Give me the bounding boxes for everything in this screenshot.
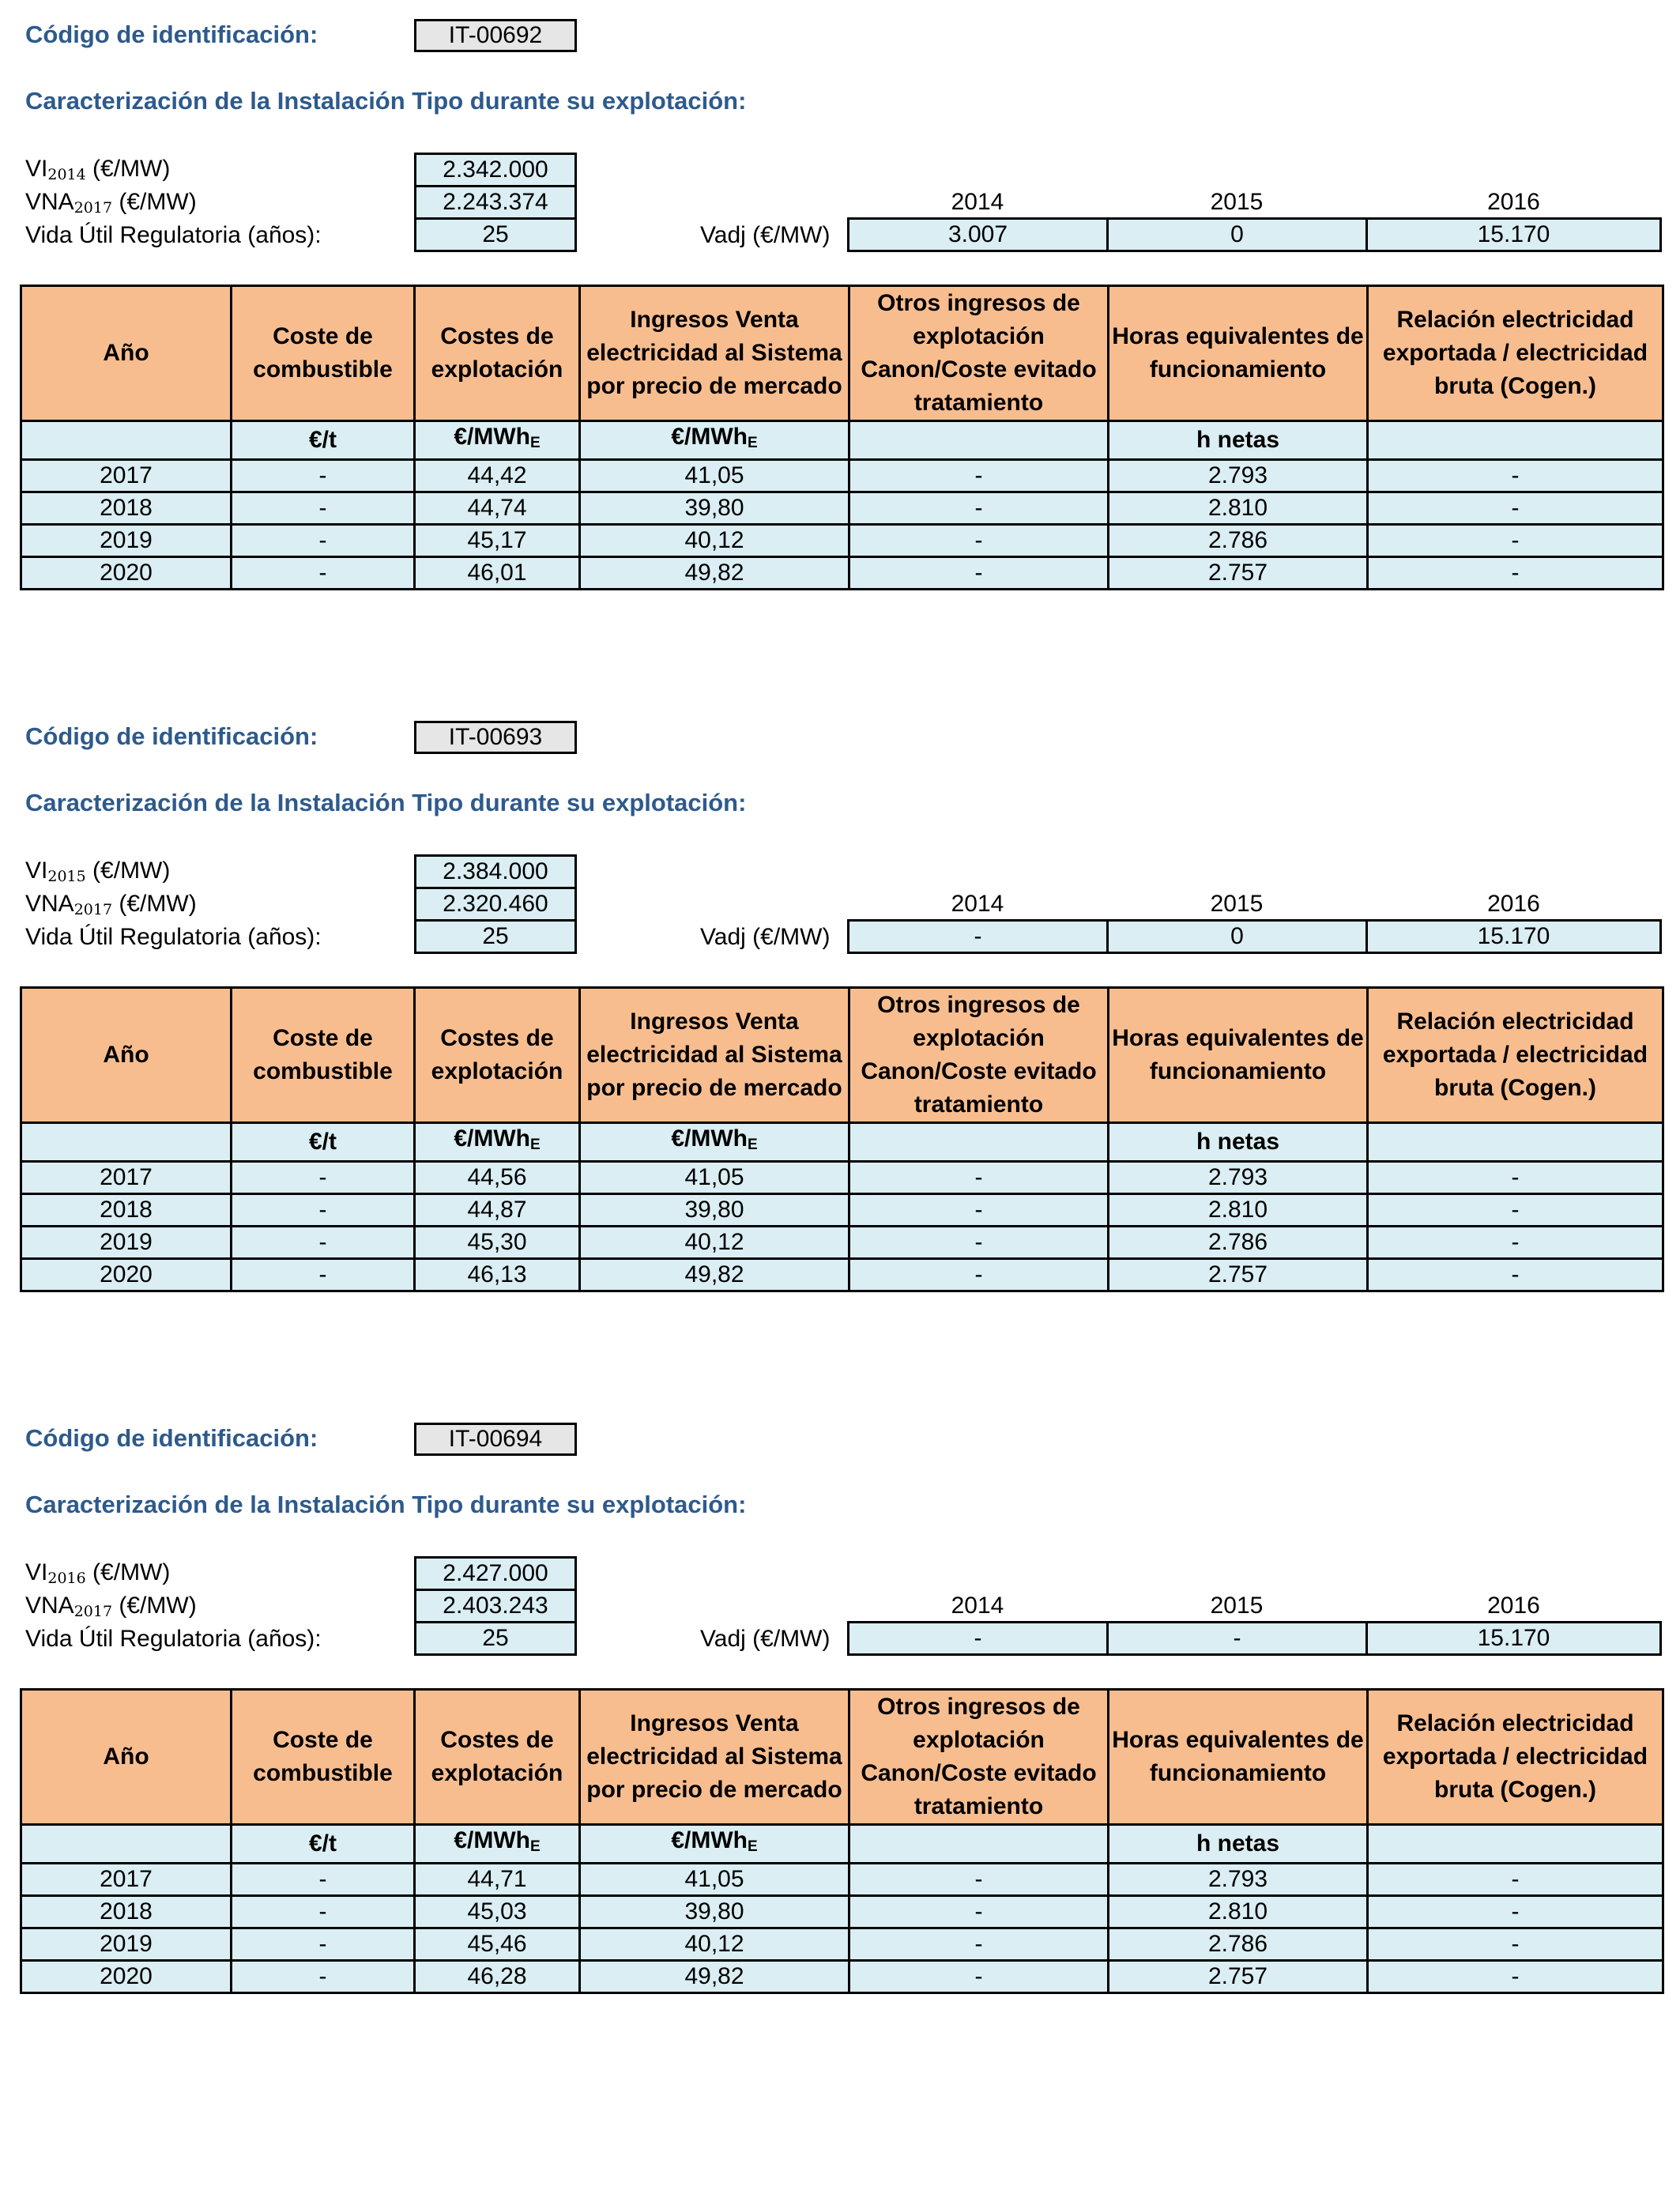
header-coste-combustible: Coste de combustible: [232, 988, 415, 1123]
code-value: IT-00692: [414, 19, 577, 52]
year-2016-label: 2016: [1487, 1593, 1540, 1619]
installation-block: [0, 1404, 1680, 2107]
cell-ingresos: 39,80: [580, 1896, 849, 1928]
section-title: Caracterización de la Instalación Tipo durante su explotación:: [25, 789, 747, 816]
table-row: [21, 1227, 1663, 1259]
vna-value: 2.403.243: [414, 1589, 577, 1623]
cell-otros: -: [849, 557, 1109, 590]
cell-ano: 2019: [21, 1227, 232, 1259]
table-row: [21, 1928, 1663, 1961]
year-2015-label: 2015: [1210, 1593, 1264, 1619]
cell-otros: -: [849, 1896, 1109, 1928]
unit-ano: [21, 421, 232, 460]
cell-otros: -: [849, 460, 1109, 492]
cell-combustible: -: [232, 525, 415, 557]
cell-ano: 2020: [21, 1961, 232, 1993]
cell-ano: 2018: [21, 1194, 232, 1227]
cell-ano: 2017: [21, 1162, 232, 1194]
cell-ano: 2018: [21, 1896, 232, 1928]
codigo-label: Código de identificación:: [25, 722, 318, 750]
vna-label: $VNA_{2017}$ (€/MW): [25, 1593, 197, 1620]
vida-util-label: Vida Útil Regulatoria (años):: [25, 222, 322, 248]
cell-combustible: -: [232, 1162, 415, 1194]
unit-ano: [21, 1825, 232, 1864]
cell-otros: -: [849, 492, 1109, 525]
cell-relacion: -: [1368, 492, 1663, 525]
cell-ingresos: 49,82: [580, 557, 849, 590]
cell-ingresos: 40,12: [580, 1227, 849, 1259]
cell-otros: -: [849, 1961, 1109, 1993]
vadj-label: Vadj (€/MW): [700, 1626, 831, 1652]
cell-ano: 2017: [21, 1864, 232, 1896]
cell-relacion: -: [1368, 1864, 1663, 1896]
unit-explotacion: €/MWh$_E$: [415, 1825, 580, 1864]
header-costes-explotacion: Costes de explotación: [415, 286, 580, 421]
cell-horas: 2.757: [1109, 1259, 1368, 1291]
cell-otros: -: [849, 1194, 1109, 1227]
cell-explotacion: 45,30: [415, 1227, 580, 1259]
table-row: [21, 557, 1663, 590]
table-row: [21, 1194, 1663, 1227]
vida-util-value: 25: [414, 217, 577, 252]
cell-relacion: -: [1368, 1896, 1663, 1928]
cell-ingresos: 41,05: [580, 1162, 849, 1194]
vi-value: 2.384.000: [414, 854, 577, 889]
cell-ingresos: 40,12: [580, 525, 849, 557]
units-row: [21, 1825, 1663, 1864]
cell-ingresos: 41,05: [580, 1864, 849, 1896]
codigo-label: Código de identificación:: [25, 1424, 318, 1452]
table-row: [21, 1896, 1663, 1928]
cell-ingresos: 40,12: [580, 1928, 849, 1961]
cell-explotacion: 46,13: [415, 1259, 580, 1291]
unit-relacion: [1368, 421, 1663, 460]
cell-combustible: -: [232, 557, 415, 590]
vi-label: $VI_{2014}$ (€/MW): [25, 156, 171, 183]
vi-label: $VI_{2015}$ (€/MW): [25, 858, 171, 885]
unit-explotacion: €/MWh$_E$: [415, 1123, 580, 1162]
cell-combustible: -: [232, 492, 415, 525]
vida-util-label: Vida Útil Regulatoria (años):: [25, 924, 322, 950]
vna-label: $VNA_{2017}$ (€/MW): [25, 189, 197, 217]
vi-value: 2.342.000: [414, 153, 577, 187]
header-ano: Año: [21, 988, 232, 1123]
unit-horas: h netas: [1109, 1825, 1368, 1864]
table-row: [21, 1961, 1663, 1993]
vadj-2014-value: -: [847, 1621, 1109, 1656]
vida-util-value: 25: [414, 1621, 577, 1656]
cell-combustible: -: [232, 1896, 415, 1928]
table-row: [21, 460, 1663, 492]
cell-otros: -: [849, 1162, 1109, 1194]
vadj-2015-value: 0: [1106, 919, 1368, 954]
cell-ingresos: 41,05: [580, 460, 849, 492]
installation-block: [0, 0, 1680, 703]
cell-horas: 2.793: [1109, 1864, 1368, 1896]
unit-ingresos: €/MWh$_E$: [580, 1825, 849, 1864]
installation-block: [0, 702, 1680, 1405]
unit-horas: h netas: [1109, 1123, 1368, 1162]
unit-relacion: [1368, 1123, 1663, 1162]
cell-otros: -: [849, 1928, 1109, 1961]
cell-horas: 2.757: [1109, 557, 1368, 590]
cell-horas: 2.810: [1109, 1194, 1368, 1227]
cell-ingresos: 49,82: [580, 1961, 849, 1993]
vadj-label: Vadj (€/MW): [700, 924, 831, 950]
cell-otros: -: [849, 525, 1109, 557]
unit-explotacion: €/MWh$_E$: [415, 421, 580, 460]
cell-explotacion: 44,71: [415, 1864, 580, 1896]
cell-explotacion: 44,56: [415, 1162, 580, 1194]
codigo-label: Código de identificación:: [25, 21, 318, 48]
cell-ano: 2020: [21, 1259, 232, 1291]
table-header-row: [21, 286, 1663, 421]
cell-horas: 2.786: [1109, 1928, 1368, 1961]
vadj-2014-value: -: [847, 919, 1109, 954]
vadj-2016-value: 15.170: [1365, 217, 1662, 252]
cell-otros: -: [849, 1259, 1109, 1291]
cell-explotacion: 46,28: [415, 1961, 580, 1993]
cell-ingresos: 49,82: [580, 1259, 849, 1291]
vadj-2016-value: 15.170: [1365, 919, 1662, 954]
header-ano: Año: [21, 286, 232, 421]
cell-ano: 2019: [21, 1928, 232, 1961]
cell-relacion: -: [1368, 1194, 1663, 1227]
header-coste-combustible: Coste de combustible: [232, 1690, 415, 1825]
header-coste-combustible: Coste de combustible: [232, 286, 415, 421]
section-title: Caracterización de la Instalación Tipo durante su explotación:: [25, 1491, 747, 1518]
cell-ingresos: 39,80: [580, 1194, 849, 1227]
year-2015-label: 2015: [1210, 891, 1264, 917]
header-costes-explotacion: Costes de explotación: [415, 1690, 580, 1825]
header-horas-equivalentes: Horas equivalentes de funcionamiento: [1109, 1690, 1368, 1825]
year-2014-label: 2014: [951, 1593, 1004, 1619]
cell-ano: 2019: [21, 525, 232, 557]
cell-explotacion: 46,01: [415, 557, 580, 590]
cell-ano: 2018: [21, 492, 232, 525]
header-otros-ingresos: Otros ingresos de explotación Canon/Coste evitado tratamiento: [849, 286, 1109, 421]
cell-horas: 2.786: [1109, 1227, 1368, 1259]
year-2014-label: 2014: [951, 891, 1004, 917]
unit-relacion: [1368, 1825, 1663, 1864]
table-row: [21, 1864, 1663, 1896]
year-2016-label: 2016: [1487, 891, 1540, 917]
unit-ingresos: €/MWh$_E$: [580, 421, 849, 460]
units-row: [21, 421, 1663, 460]
cell-relacion: -: [1368, 1162, 1663, 1194]
cell-relacion: -: [1368, 1259, 1663, 1291]
cell-horas: 2.810: [1109, 1896, 1368, 1928]
vadj-2016-value: 15.170: [1365, 1621, 1662, 1656]
cell-combustible: -: [232, 1227, 415, 1259]
unit-ingresos: €/MWh$_E$: [580, 1123, 849, 1162]
unit-otros: [849, 1825, 1109, 1864]
unit-combustible: €/t: [232, 1825, 415, 1864]
vna-value: 2.320.460: [414, 887, 577, 922]
header-relacion-electricidad: Relación electricidad exportada / electricidad bruta (Cogen.): [1368, 1690, 1663, 1825]
vida-util-label: Vida Útil Regulatoria (años):: [25, 1626, 322, 1652]
table-row: [21, 1259, 1663, 1291]
cell-explotacion: 45,17: [415, 525, 580, 557]
unit-combustible: €/t: [232, 421, 415, 460]
cell-relacion: -: [1368, 525, 1663, 557]
cell-relacion: -: [1368, 1227, 1663, 1259]
code-value: IT-00694: [414, 1423, 577, 1456]
cell-combustible: -: [232, 1864, 415, 1896]
unit-horas: h netas: [1109, 421, 1368, 460]
table-header-row: [21, 988, 1663, 1123]
cell-ingresos: 39,80: [580, 492, 849, 525]
header-otros-ingresos: Otros ingresos de explotación Canon/Coste evitado tratamiento: [849, 988, 1109, 1123]
explotacion-table: [20, 285, 1664, 590]
cell-horas: 2.793: [1109, 460, 1368, 492]
cell-combustible: -: [232, 460, 415, 492]
cell-ano: 2017: [21, 460, 232, 492]
header-relacion-electricidad: Relación electricidad exportada / electricidad bruta (Cogen.): [1368, 988, 1663, 1123]
cell-explotacion: 45,03: [415, 1896, 580, 1928]
year-2015-label: 2015: [1210, 189, 1264, 215]
cell-otros: -: [849, 1227, 1109, 1259]
header-ano: Año: [21, 1690, 232, 1825]
vadj-label: Vadj (€/MW): [700, 222, 831, 248]
vida-util-value: 25: [414, 919, 577, 954]
vna-value: 2.243.374: [414, 185, 577, 220]
cell-relacion: -: [1368, 460, 1663, 492]
code-value: IT-00693: [414, 721, 577, 754]
cell-horas: 2.793: [1109, 1162, 1368, 1194]
units-row: [21, 1123, 1663, 1162]
cell-combustible: -: [232, 1961, 415, 1993]
cell-combustible: -: [232, 1259, 415, 1291]
cell-ano: 2020: [21, 557, 232, 590]
vi-value: 2.427.000: [414, 1556, 577, 1591]
vi-label: $VI_{2016}$ (€/MW): [25, 1559, 171, 1587]
section-title: Caracterización de la Instalación Tipo durante su explotación:: [25, 87, 747, 115]
header-ingresos-venta: Ingresos Venta electricidad al Sistema por precio de mercado: [580, 1690, 849, 1825]
year-2016-label: 2016: [1487, 189, 1540, 215]
explotacion-table: [20, 1688, 1664, 1994]
cell-combustible: -: [232, 1194, 415, 1227]
cell-relacion: -: [1368, 557, 1663, 590]
cell-relacion: -: [1368, 1928, 1663, 1961]
table-row: [21, 1162, 1663, 1194]
cell-relacion: -: [1368, 1961, 1663, 1993]
cell-horas: 2.810: [1109, 492, 1368, 525]
cell-explotacion: 44,74: [415, 492, 580, 525]
table-header-row: [21, 1690, 1663, 1825]
table-row: [21, 525, 1663, 557]
cell-horas: 2.757: [1109, 1961, 1368, 1993]
year-2014-label: 2014: [951, 189, 1004, 215]
cell-horas: 2.786: [1109, 525, 1368, 557]
header-relacion-electricidad: Relación electricidad exportada / electricidad bruta (Cogen.): [1368, 286, 1663, 421]
header-ingresos-venta: Ingresos Venta electricidad al Sistema por precio de mercado: [580, 286, 849, 421]
vadj-2014-value: 3.007: [847, 217, 1109, 252]
vadj-2015-value: 0: [1106, 217, 1368, 252]
unit-otros: [849, 421, 1109, 460]
header-horas-equivalentes: Horas equivalentes de funcionamiento: [1109, 988, 1368, 1123]
table-row: [21, 492, 1663, 525]
header-horas-equivalentes: Horas equivalentes de funcionamiento: [1109, 286, 1368, 421]
vadj-2015-value: -: [1106, 1621, 1368, 1656]
vna-label: $VNA_{2017}$ (€/MW): [25, 891, 197, 918]
cell-explotacion: 45,46: [415, 1928, 580, 1961]
header-otros-ingresos: Otros ingresos de explotación Canon/Coste evitado tratamiento: [849, 1690, 1109, 1825]
cell-explotacion: 44,42: [415, 460, 580, 492]
unit-ano: [21, 1123, 232, 1162]
cell-explotacion: 44,87: [415, 1194, 580, 1227]
cell-otros: -: [849, 1864, 1109, 1896]
unit-otros: [849, 1123, 1109, 1162]
header-ingresos-venta: Ingresos Venta electricidad al Sistema por precio de mercado: [580, 988, 849, 1123]
header-costes-explotacion: Costes de explotación: [415, 988, 580, 1123]
unit-combustible: €/t: [232, 1123, 415, 1162]
cell-combustible: -: [232, 1928, 415, 1961]
explotacion-table: [20, 986, 1664, 1292]
